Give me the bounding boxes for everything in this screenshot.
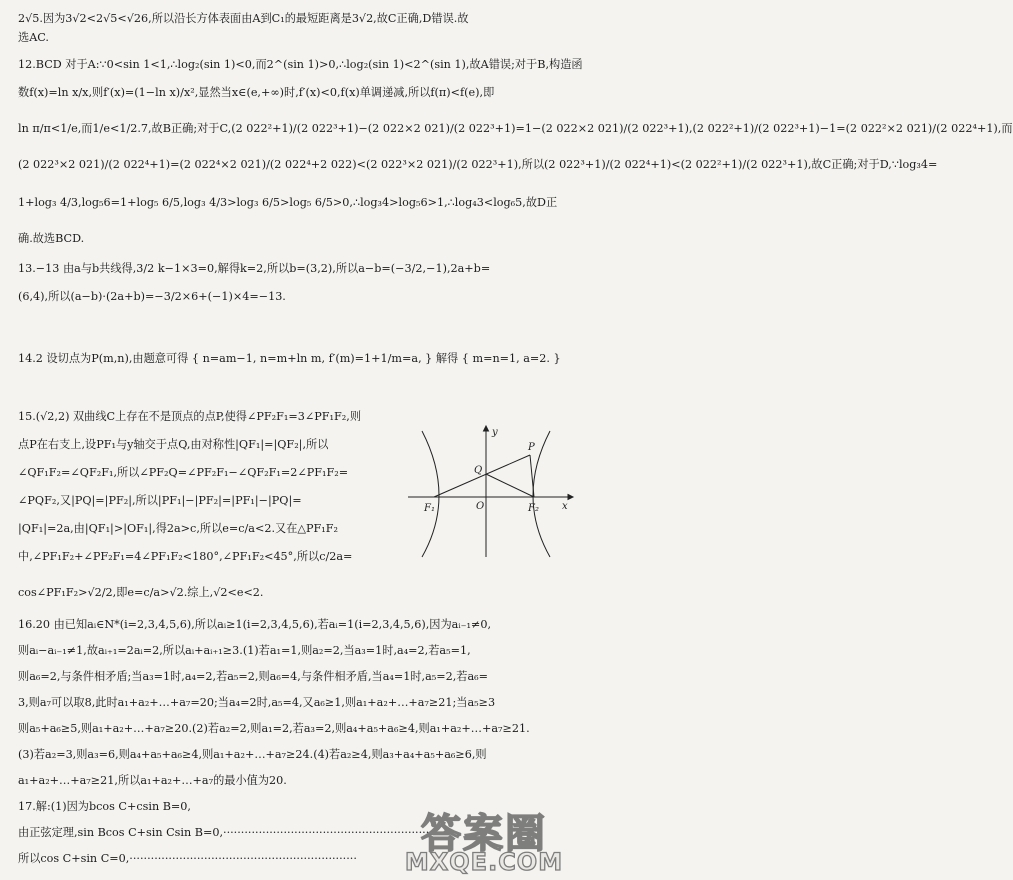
segment-qf2 <box>486 474 534 497</box>
text-line: 则a₅+a₆≥5,则a₁+a₂+…+a₇≥20.(2)若a₂=2,则a₁=2,若a₃=2,则a₄+a₅+a₆≥4,则a₁+a₂+…+a₇≥21. <box>18 722 530 735</box>
text-line-q15: 15.(√2,2) 双曲线C上存在不是顶点的点P,使得∠PF₂F₁=3∠PF₁F₂,则 <box>18 410 362 423</box>
watermark-site: MXQE.COM <box>404 848 564 876</box>
text-line: 数f(x)=ln x/x,则f′(x)=(1−ln x)/x²,显然当x∈(e,+∞)时,f′(x)<0,f(x)单调递减,所以f(π)<f(e),即 <box>18 86 495 99</box>
segment-pf1 <box>434 455 530 497</box>
text-line: 所以cos C+sin C=0,································································ <box>18 852 357 865</box>
text-line: 3,则a₇可以取8,此时a₁+a₂+…+a₇=20;当a₄=2时,a₅=4,又a₆≥1,则a₁+a₂+…+a₇≥21;当a₅≥3 <box>18 696 496 709</box>
text-line: 1+log₃ 4/3,log₅6=1+log₅ 6/5,log₃ 4/3>log₃ 6/5>log₅ 6/5>0,∴log₃4>log₅6>1,∴log₄3<log₆5,故D正 <box>18 196 558 209</box>
label-f1: F₁ <box>424 503 435 514</box>
text-line-q13: 13.−13 由a与b共线得,3/2 k−1×3=0,解得k=2,所以b=(3,2),所以a−b=(−3/2,−1),2a+b= <box>18 262 491 275</box>
label-origin: O <box>476 501 485 512</box>
label-q: Q <box>474 465 483 476</box>
text-line-q17: 17.解:(1)因为bcos C+csin B=0, <box>18 800 191 813</box>
text-line: 确.故选BCD. <box>18 232 85 245</box>
text-line: 由正弦定理,sin Bcos C+sin Csin B=0,·························································· <box>18 826 430 839</box>
text-line: 2√5.因为3√2<2√5<√26,所以沿长方体表面由A到C₁的最短距离是3√2,故C正确,D错误.故 <box>18 12 469 25</box>
label-y: y <box>492 427 498 438</box>
text-line: 选AC. <box>18 31 49 44</box>
text-line: cos∠PF₁F₂>√2/2,即e=c/a>√2.综上,√2<e<2. <box>18 586 264 599</box>
label-p: P <box>528 442 535 453</box>
hyperbola-figure <box>404 425 574 560</box>
text-line-q12: 12.BCD 对于A:∵0<sin 1<1,∴log₂(sin 1)<0,而2^(sin 1)>0,∴log₂(sin 1)<2^(sin 1),故A错误;对于B,构造函 <box>18 58 583 71</box>
watermark-seal: 答案圈 <box>421 811 547 857</box>
text-line: (2 022³×2 021)/(2 022⁴+1)=(2 022⁴×2 021)/(2 022⁴+2 022)<(2 022³×2 021)/(2 022³+1),所以(2 022³+1)/(2 022⁴+1)<(2 022²+1)/(2 022³+1),故C正确;对于D,∵log₃4= <box>18 158 938 171</box>
x-axis-arrow <box>568 495 573 500</box>
text-line: (3)若a₂=3,则a₃=6,则a₄+a₅+a₆≥4,则a₁+a₂+…+a₇≥24.(4)若a₂≥4,则a₃+a₄+a₅+a₆≥6,则 <box>18 748 487 761</box>
label-f2: F₂ <box>528 503 539 514</box>
text-line: ∠QF₁F₂=∠QF₂F₁,所以∠PF₂Q=∠PF₂F₁−∠QF₂F₁=2∠PF₁F₂= <box>18 466 349 479</box>
text-line-q14: 14.2 设切点为P(m,n),由题意可得 { n=am−1, n=m+ln m, f′(m)=1+1/m=a, } 解得 { m=n=1, a=2. } <box>18 352 561 365</box>
text-line: (6,4),所以(a−b)·(2a+b)=−3/2×6+(−1)×4=−13. <box>18 290 286 303</box>
text-line: |QF₁|=2a,由|QF₁|>|OF₁|,得2a>c,所以e=c/a<2.又在△PF₁F₂ <box>18 522 339 535</box>
text-line: ln π/π<1/e,而1/e<1/2.7,故B正确;对于C,(2 022²+1)/(2 022³+1)−(2 022×2 021)/(2 022³+1)=1−(2 022×2 021)/(2 022³+1),(2 022²+1)/(2 022³+1)−1=(2 022²×2 021)/(2 022⁴+1),而 <box>18 122 1013 135</box>
hyperbola-right-branch <box>533 431 550 557</box>
y-axis-arrow <box>484 426 489 431</box>
text-line: ∠PQF₂,又|PQ|=|PF₂|,所以|PF₁|−|PF₂|=|PF₁|−|PQ|= <box>18 494 302 507</box>
text-line-q16: 16.20 由已知aᵢ∈N*(i=2,3,4,5,6),所以aᵢ≥1(i=2,3,4,5,6),若aᵢ=1(i=2,3,4,5,6),因为aᵢ₋₁≠0, <box>18 618 492 631</box>
text-line: 中,∠PF₁F₂+∠PF₂F₁=4∠PF₁F₂<180°,∠PF₁F₂<45°,所以c/2a= <box>18 550 353 563</box>
segment-pf2 <box>530 455 534 497</box>
label-x: x <box>562 501 568 512</box>
text-line: a₁+a₂+…+a₇≥21,所以a₁+a₂+…+a₇的最小值为20. <box>18 774 287 787</box>
site-watermark <box>384 802 584 874</box>
text-line: 则aᵢ−aᵢ₋₁≠1,故aᵢ₊₁=2aᵢ=2,所以aᵢ+aᵢ₊₁≥3.(1)若a₁=1,则a₂=2,当a₃=1时,a₄=2,若a₅=1, <box>18 644 471 657</box>
text-line: 点P在右支上,设PF₁与y轴交于点Q,由对称性|QF₁|=|QF₂|,所以 <box>18 438 329 451</box>
text-line: 则a₆=2,与条件相矛盾;当a₃=1时,a₄=2,若a₅=2,则a₆=4,与条件相矛盾,当a₄=1时,a₅=2,若a₆= <box>18 670 489 683</box>
hyperbola-left-branch <box>422 431 439 557</box>
